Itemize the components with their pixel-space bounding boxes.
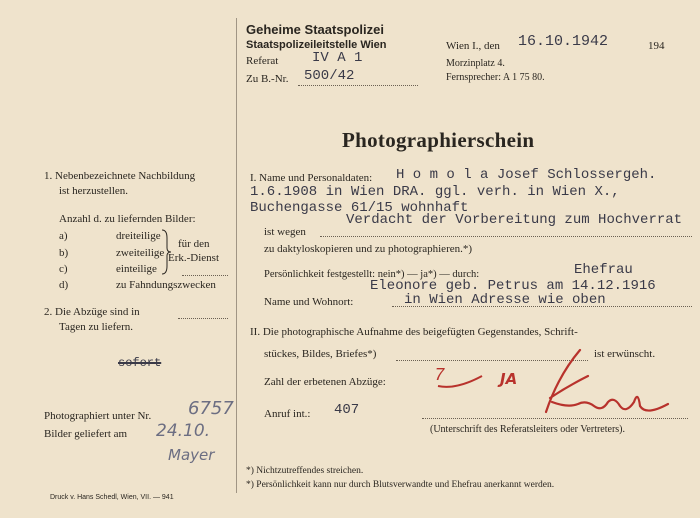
- column-divider: [236, 18, 237, 493]
- signature-caption: (Unterschrift des Referatsleiters oder Vertreters).: [430, 424, 626, 435]
- item1-line1: 1. Nebenbezeichnete Nachbildung: [44, 170, 196, 182]
- option-d-key: d): [59, 279, 69, 291]
- section2-line1: II. Die photographische Aufnahme des beigefügten Gegenstandes, Schrift-: [250, 326, 578, 338]
- copies-label: Zahl der erbetenen Abzüge:: [264, 376, 386, 388]
- option-c-label: einteilige: [116, 263, 157, 275]
- agency-name: Geheime Staatspolizei: [246, 22, 384, 37]
- form-title: Photographierschein: [342, 128, 535, 152]
- office-name: Staatspolizeileitstelle Wien: [246, 39, 387, 51]
- copies-check-mark: [436, 372, 486, 392]
- referat-label: Referat: [246, 55, 279, 67]
- call-label: Anruf int.:: [264, 408, 311, 420]
- image-count-label: Anzahl d. zu liefernden Bilder:: [59, 213, 196, 225]
- name-line-1: H o m o l a Josef Schlossergeh.: [396, 167, 657, 183]
- brace-label-1: für den: [178, 238, 210, 250]
- option-b-key: b): [59, 247, 69, 259]
- photographed-number: 6757: [188, 398, 234, 419]
- office-address: Morzinplatz 4.: [446, 58, 505, 69]
- photographed-label: Photographiert unter Nr.: [44, 410, 152, 422]
- option-a-key: a): [59, 230, 68, 242]
- signature-line: [422, 418, 688, 419]
- name-label: I. Name und Personaldaten:: [250, 172, 373, 184]
- ja-mark: JA: [500, 370, 518, 388]
- call-value: 407: [334, 402, 360, 418]
- ref-number-value: 500/42: [304, 68, 355, 84]
- reason-line: [320, 236, 692, 237]
- copies-value: 7: [434, 366, 445, 386]
- item2-line: [178, 318, 228, 319]
- identity-value-2: Eleonore geb. Petrus am 14.12.1916: [370, 278, 656, 294]
- city-date-label: Wien I., den: [446, 40, 500, 52]
- option-d-line: [182, 275, 228, 276]
- option-d-label: zu Fahndungszwecken: [116, 279, 216, 291]
- item2-line2: Tagen zu liefern.: [59, 321, 134, 333]
- referat-value: IV A 1: [312, 50, 363, 66]
- footnote-2: *) Persönlichkeit kann nur durch Blutsverwandte und Ehefrau anerkannt werden.: [246, 480, 555, 490]
- item1-line2: ist herzustellen.: [59, 185, 129, 197]
- delivered-date: 24.10.: [156, 421, 211, 441]
- supervisor-signature: [528, 346, 678, 422]
- section2-desired: ist erwünscht.: [594, 348, 656, 360]
- ref-number-label: Zu B.-Nr.: [246, 73, 289, 85]
- brace-label-2: Erk.-Dienst: [168, 252, 220, 264]
- option-b-label: zweiteilige: [116, 247, 165, 259]
- section2-line2: stückes, Bildes, Briefes*): [264, 348, 377, 360]
- ref-number-line: [298, 85, 418, 86]
- address-label: Name und Wohnort:: [264, 296, 354, 308]
- name-line-3: Buchengasse 61/15 wohnhaft: [250, 200, 469, 216]
- dactyloscopy-note: zu daktyloskopieren und zu photographieren.*): [264, 243, 473, 255]
- footnote-1: *) Nichtzutreffendes streichen.: [246, 466, 364, 476]
- sofort-struck: sofort: [118, 356, 162, 370]
- delivered-label: Bilder geliefert am: [44, 428, 128, 440]
- date-value: 16.10.1942: [518, 33, 609, 50]
- reason-value: Verdacht der Vorbereitung zum Hochverrat: [346, 212, 683, 228]
- item2-line1: 2. Die Abzüge sind in: [44, 306, 140, 318]
- year-suffix: 194: [648, 40, 665, 52]
- option-a-label: dreiteilige: [116, 230, 161, 242]
- address-value: in Wien Adresse wie oben: [404, 292, 606, 308]
- printer-note: Druck v. Hans Schedl, Wien, VII. — 941: [50, 494, 174, 501]
- office-phone: Fernsprecher: A 1 75 80.: [446, 72, 545, 83]
- option-c-key: c): [59, 263, 68, 275]
- address-line: [392, 306, 692, 307]
- delivered-signature: Mayer: [168, 446, 215, 464]
- name-line-2: 1.6.1908 in Wien DRA. ggl. verh. in Wien X.,: [250, 184, 620, 200]
- reason-label: ist wegen: [264, 226, 306, 238]
- identity-value-1: Ehefrau: [574, 262, 633, 278]
- identity-label: Persönlichkeit festgestellt: nein*) — ja*) — durch:: [264, 269, 480, 280]
